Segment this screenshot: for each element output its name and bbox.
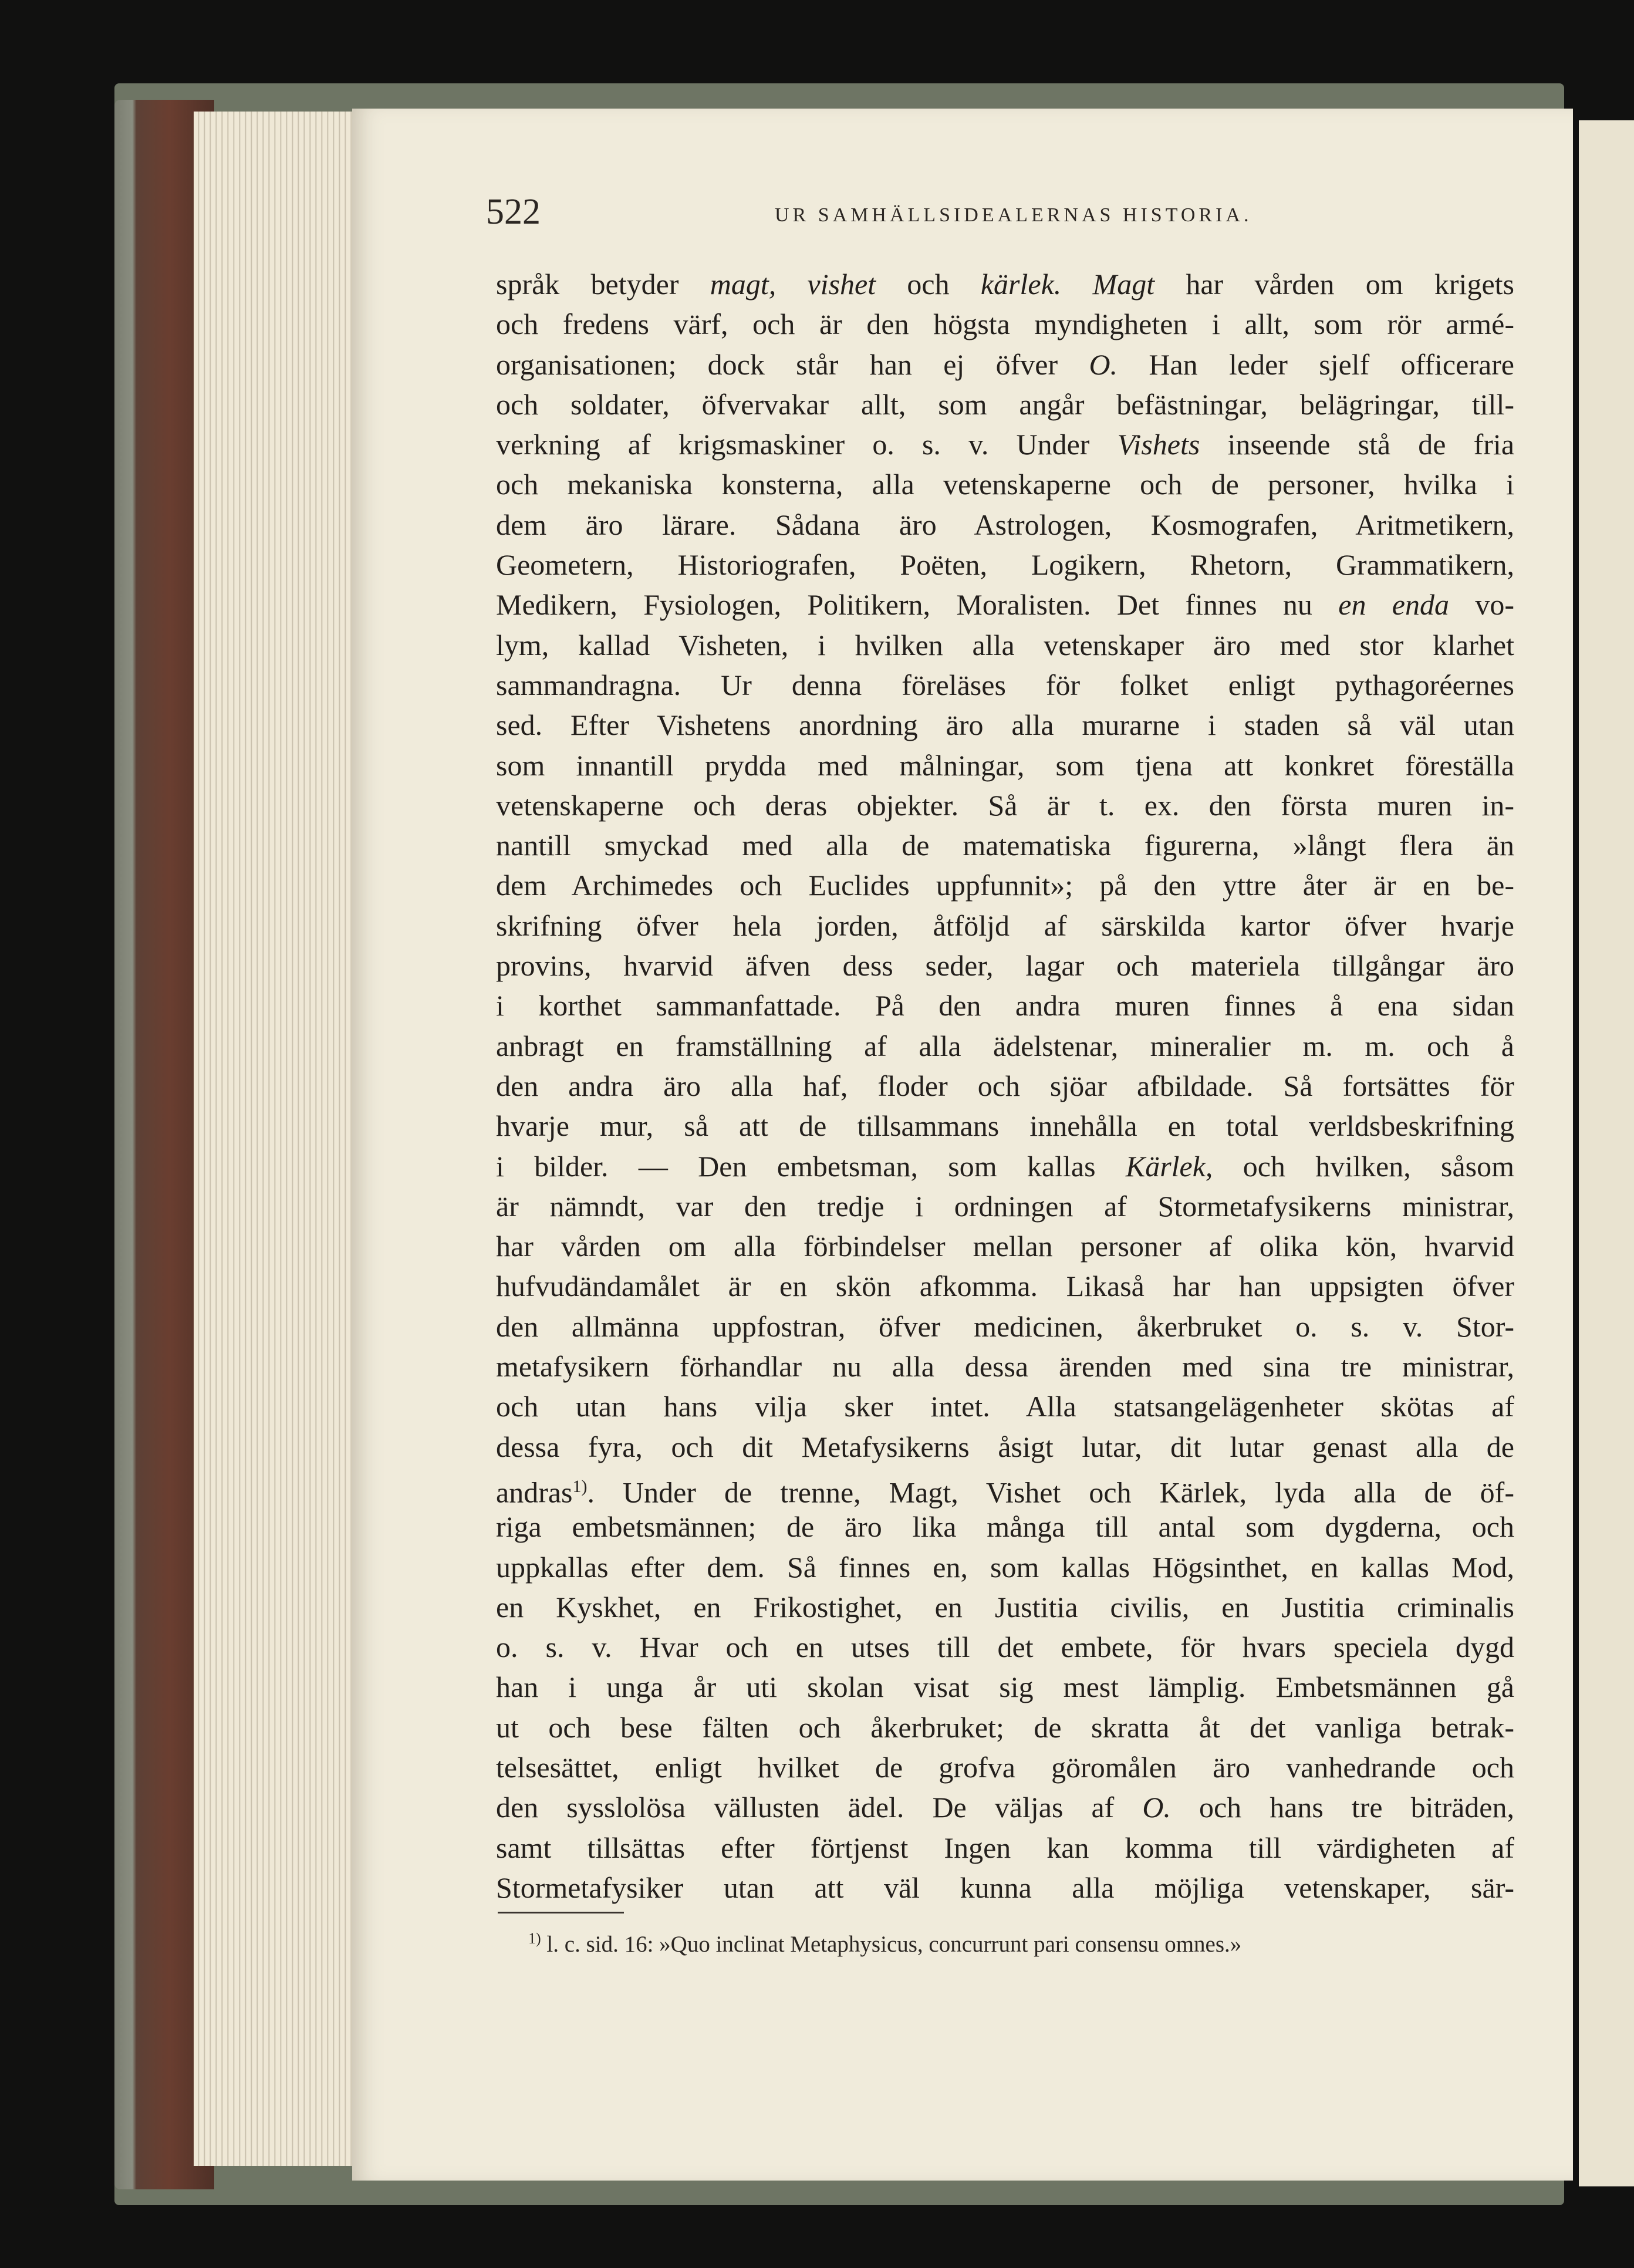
text-run: och <box>876 268 981 301</box>
italic-run: Kärlek, <box>1125 1149 1213 1183</box>
text-line <box>496 865 1514 905</box>
text-run: . Under de trenne, Magt, Vishet och Kärlek, lyda alla de öf- <box>587 1476 1514 1509</box>
text-run: provins, hvarvid äfven dess seder, lagar och materiela tillgångar äro <box>496 949 1514 983</box>
text-run: hufvudändamålet är en skön afkomma. Likaså har han uppsigten öfver <box>496 1270 1514 1303</box>
text-run: anbragt en framställning af alla ädelstenar, mineralier m. m. och å <box>496 1029 1514 1062</box>
running-head: UR SAMHÄLLSIDEALERNAS HISTORIA. <box>775 204 1252 226</box>
text-run: och hvilken, såsom <box>1213 1149 1515 1183</box>
page-number: 522 <box>486 192 541 232</box>
text-run: nantill smyckad med alla de matematiska figurerna, »långt flera än <box>496 829 1514 862</box>
facing-page-edge <box>1579 120 1634 2186</box>
text-line <box>496 384 1514 424</box>
text-line <box>496 1507 1514 1547</box>
text-line <box>496 1346 1514 1386</box>
footnote-marker: 1) <box>528 1930 541 1947</box>
text-run: vo- <box>1449 588 1514 622</box>
italic-run: magt, vishet <box>710 268 876 301</box>
text-line <box>496 545 1514 585</box>
text-line <box>496 1427 1514 1467</box>
text-run: samt tillsättas efter förtjenst Ingen kan komma till värdigheten af <box>496 1831 1514 1864</box>
italic-run: O. <box>1089 347 1118 381</box>
text-line <box>496 1787 1514 1827</box>
text-run: han i unga år uti skolan visat sig mest lämplig. Embetsmännen gå <box>496 1670 1514 1704</box>
text-line <box>496 1828 1514 1868</box>
text-line <box>496 1547 1514 1587</box>
text-line <box>496 1146 1514 1186</box>
text-line <box>496 946 1514 986</box>
text-run: andras <box>496 1476 573 1509</box>
text-run: telsesättet, enligt hvilket de grofva göromålen äro vanhedrande och <box>496 1750 1514 1784</box>
text-line <box>496 825 1514 865</box>
text-line <box>496 1186 1514 1226</box>
text-run: dem Archimedes och Euclides uppfunnit»; på den yttre åter är en be- <box>496 869 1514 902</box>
text-run: den sysslolösa vällusten ädel. De väljas af <box>496 1791 1143 1824</box>
text-run: ut och bese fälten och åkerbruket; de skratta åt det vanliga betrak- <box>496 1710 1514 1744</box>
text-run: metafysikern förhandlar nu alla dessa ärenden med sina tre ministrar, <box>496 1350 1514 1383</box>
text-line <box>496 986 1514 1025</box>
text-run: i korthet sammanfattade. På den andra muren finnes å ena sidan <box>496 989 1514 1022</box>
text-line <box>496 585 1514 625</box>
text-line <box>496 1707 1514 1747</box>
text-line <box>496 1307 1514 1346</box>
text-line <box>496 705 1514 745</box>
text-run: och hans tre biträden, <box>1170 1791 1514 1824</box>
text-line <box>496 1587 1514 1627</box>
text-line <box>496 1386 1514 1426</box>
text-line <box>496 745 1514 785</box>
text-line <box>496 1106 1514 1146</box>
text-line <box>496 1667 1514 1707</box>
footnote-ref: 1) <box>572 1476 588 1496</box>
book-page <box>352 109 1573 2181</box>
text-line <box>496 264 1514 304</box>
text-run: dessa fyra, och dit Metafysikerns åsigt lutar, dit lutar genast alla de <box>496 1430 1514 1463</box>
text-run: skrifning öfver hela jorden, åtföljd af särskilda kartor öfver hvarje <box>496 909 1514 942</box>
text-run: den allmänna uppfostran, öfver medicinen, åkerbruket o. s. v. Stor- <box>496 1310 1514 1343</box>
text-line <box>496 1266 1514 1306</box>
text-run: sammandragna. Ur denna föreläses för folket enligt pythagoréernes <box>496 668 1514 701</box>
text-run: hvarje mur, så att de tillsammans innehålla en total verldsbeskrifning <box>496 1109 1514 1143</box>
text-line <box>496 1868 1514 1908</box>
text-run: och soldater, öfvervakar allt, som angår befästningar, belägringar, till- <box>496 387 1514 421</box>
text-run: riga embetsmännen; de äro lika många till antal som dygderna, och <box>496 1510 1514 1544</box>
text-line <box>496 1467 1514 1507</box>
text-run: dem äro lärare. Sådana äro Astrologen, Kosmografen, Aritmetikern, <box>496 508 1514 541</box>
text-line <box>496 1066 1514 1106</box>
text-run: verkning af krigsmaskiner o. s. v. Under <box>496 428 1118 461</box>
italic-run: en enda <box>1338 588 1449 622</box>
text-line <box>496 505 1514 545</box>
text-run: Stormetafysiker utan att väl kunna alla möjliga vetenskaper, sär- <box>496 1871 1514 1904</box>
text-run: lym, kallad Visheten, i hvilken alla vetenskaper äro med stor klarhet <box>496 628 1514 662</box>
text-run: som innantill prydda med målningar, som tjena att konkret föreställa <box>496 748 1514 782</box>
text-run: har vården om krigets <box>1154 268 1514 301</box>
text-run: en Kyskhet, en Frikostighet, en Justitia civilis, en Justitia criminalis <box>496 1590 1514 1624</box>
text-line <box>496 1747 1514 1787</box>
text-line <box>496 345 1514 384</box>
text-run: är nämndt, var den tredje i ordningen af Stormetafysikerns ministrar, <box>496 1189 1514 1223</box>
footnote-rule <box>498 1912 624 1913</box>
text-run: i bilder. — Den embetsman, som kallas <box>496 1149 1126 1183</box>
text-run: och mekaniska konsterna, alla vetenskaperne och de personer, hvilka i <box>496 468 1514 501</box>
text-line <box>496 785 1514 825</box>
text-run: organisationen; dock står han ej öfver <box>496 347 1089 381</box>
text-line <box>496 906 1514 946</box>
text-run: har vården om alla förbindelser mellan personer af olika kön, hvarvid <box>496 1230 1514 1263</box>
text-run: sed. Efter Vishetens anordning äro alla murarne i staden så väl utan <box>496 708 1514 742</box>
text-line <box>496 1627 1514 1667</box>
italic-run: kärlek. <box>980 268 1062 301</box>
text-line <box>496 464 1514 504</box>
text-run: och fredens värf, och är den högsta myndigheten i allt, som rör armé- <box>496 308 1514 341</box>
text-run: vetenskaperne och deras objekter. Så är t. ex. den första muren in- <box>496 788 1514 822</box>
text-line <box>496 665 1514 705</box>
text-line <box>496 424 1514 464</box>
text-run: uppkallas efter dem. Så finnes en, som kallas Högsinthet, en kallas Mod, <box>496 1550 1514 1584</box>
italic-run: Vishets <box>1117 428 1200 461</box>
text-line <box>496 625 1514 665</box>
text-run: Geometern, Historiografen, Poëten, Logikern, Rhetorn, Grammatikern, <box>496 548 1514 582</box>
italic-run: Magt <box>1092 268 1155 301</box>
text-run: den andra äro alla haf, floder och sjöar afbildade. Så fortsättes för <box>496 1069 1514 1102</box>
text-run: o. s. v. Hvar och en utses till det embete, för hvars speciela dygd <box>496 1631 1514 1664</box>
text-run: Medikern, Fysiologen, Politikern, Moralisten. Det finnes nu <box>496 588 1339 622</box>
text-run: och utan hans vilja sker intet. Alla statsangelägenheter skötas af <box>496 1390 1514 1423</box>
text-line <box>496 1226 1514 1266</box>
text-line <box>496 304 1514 344</box>
body-text <box>496 264 1514 1908</box>
text-line <box>496 1026 1514 1066</box>
footnote-text: l. c. sid. 16: »Quo inclinat Metaphysicus, concurrunt pari consensu omnes.» <box>541 1932 1242 1957</box>
footnote <box>528 1931 1241 1956</box>
text-run: inseende stå de fria <box>1200 428 1515 461</box>
italic-run: O. <box>1142 1791 1171 1824</box>
text-run: Han leder sjelf officerare <box>1118 347 1514 381</box>
text-run: språk betyder <box>496 268 710 301</box>
page-edges <box>194 112 364 2166</box>
text-run <box>1061 268 1092 301</box>
